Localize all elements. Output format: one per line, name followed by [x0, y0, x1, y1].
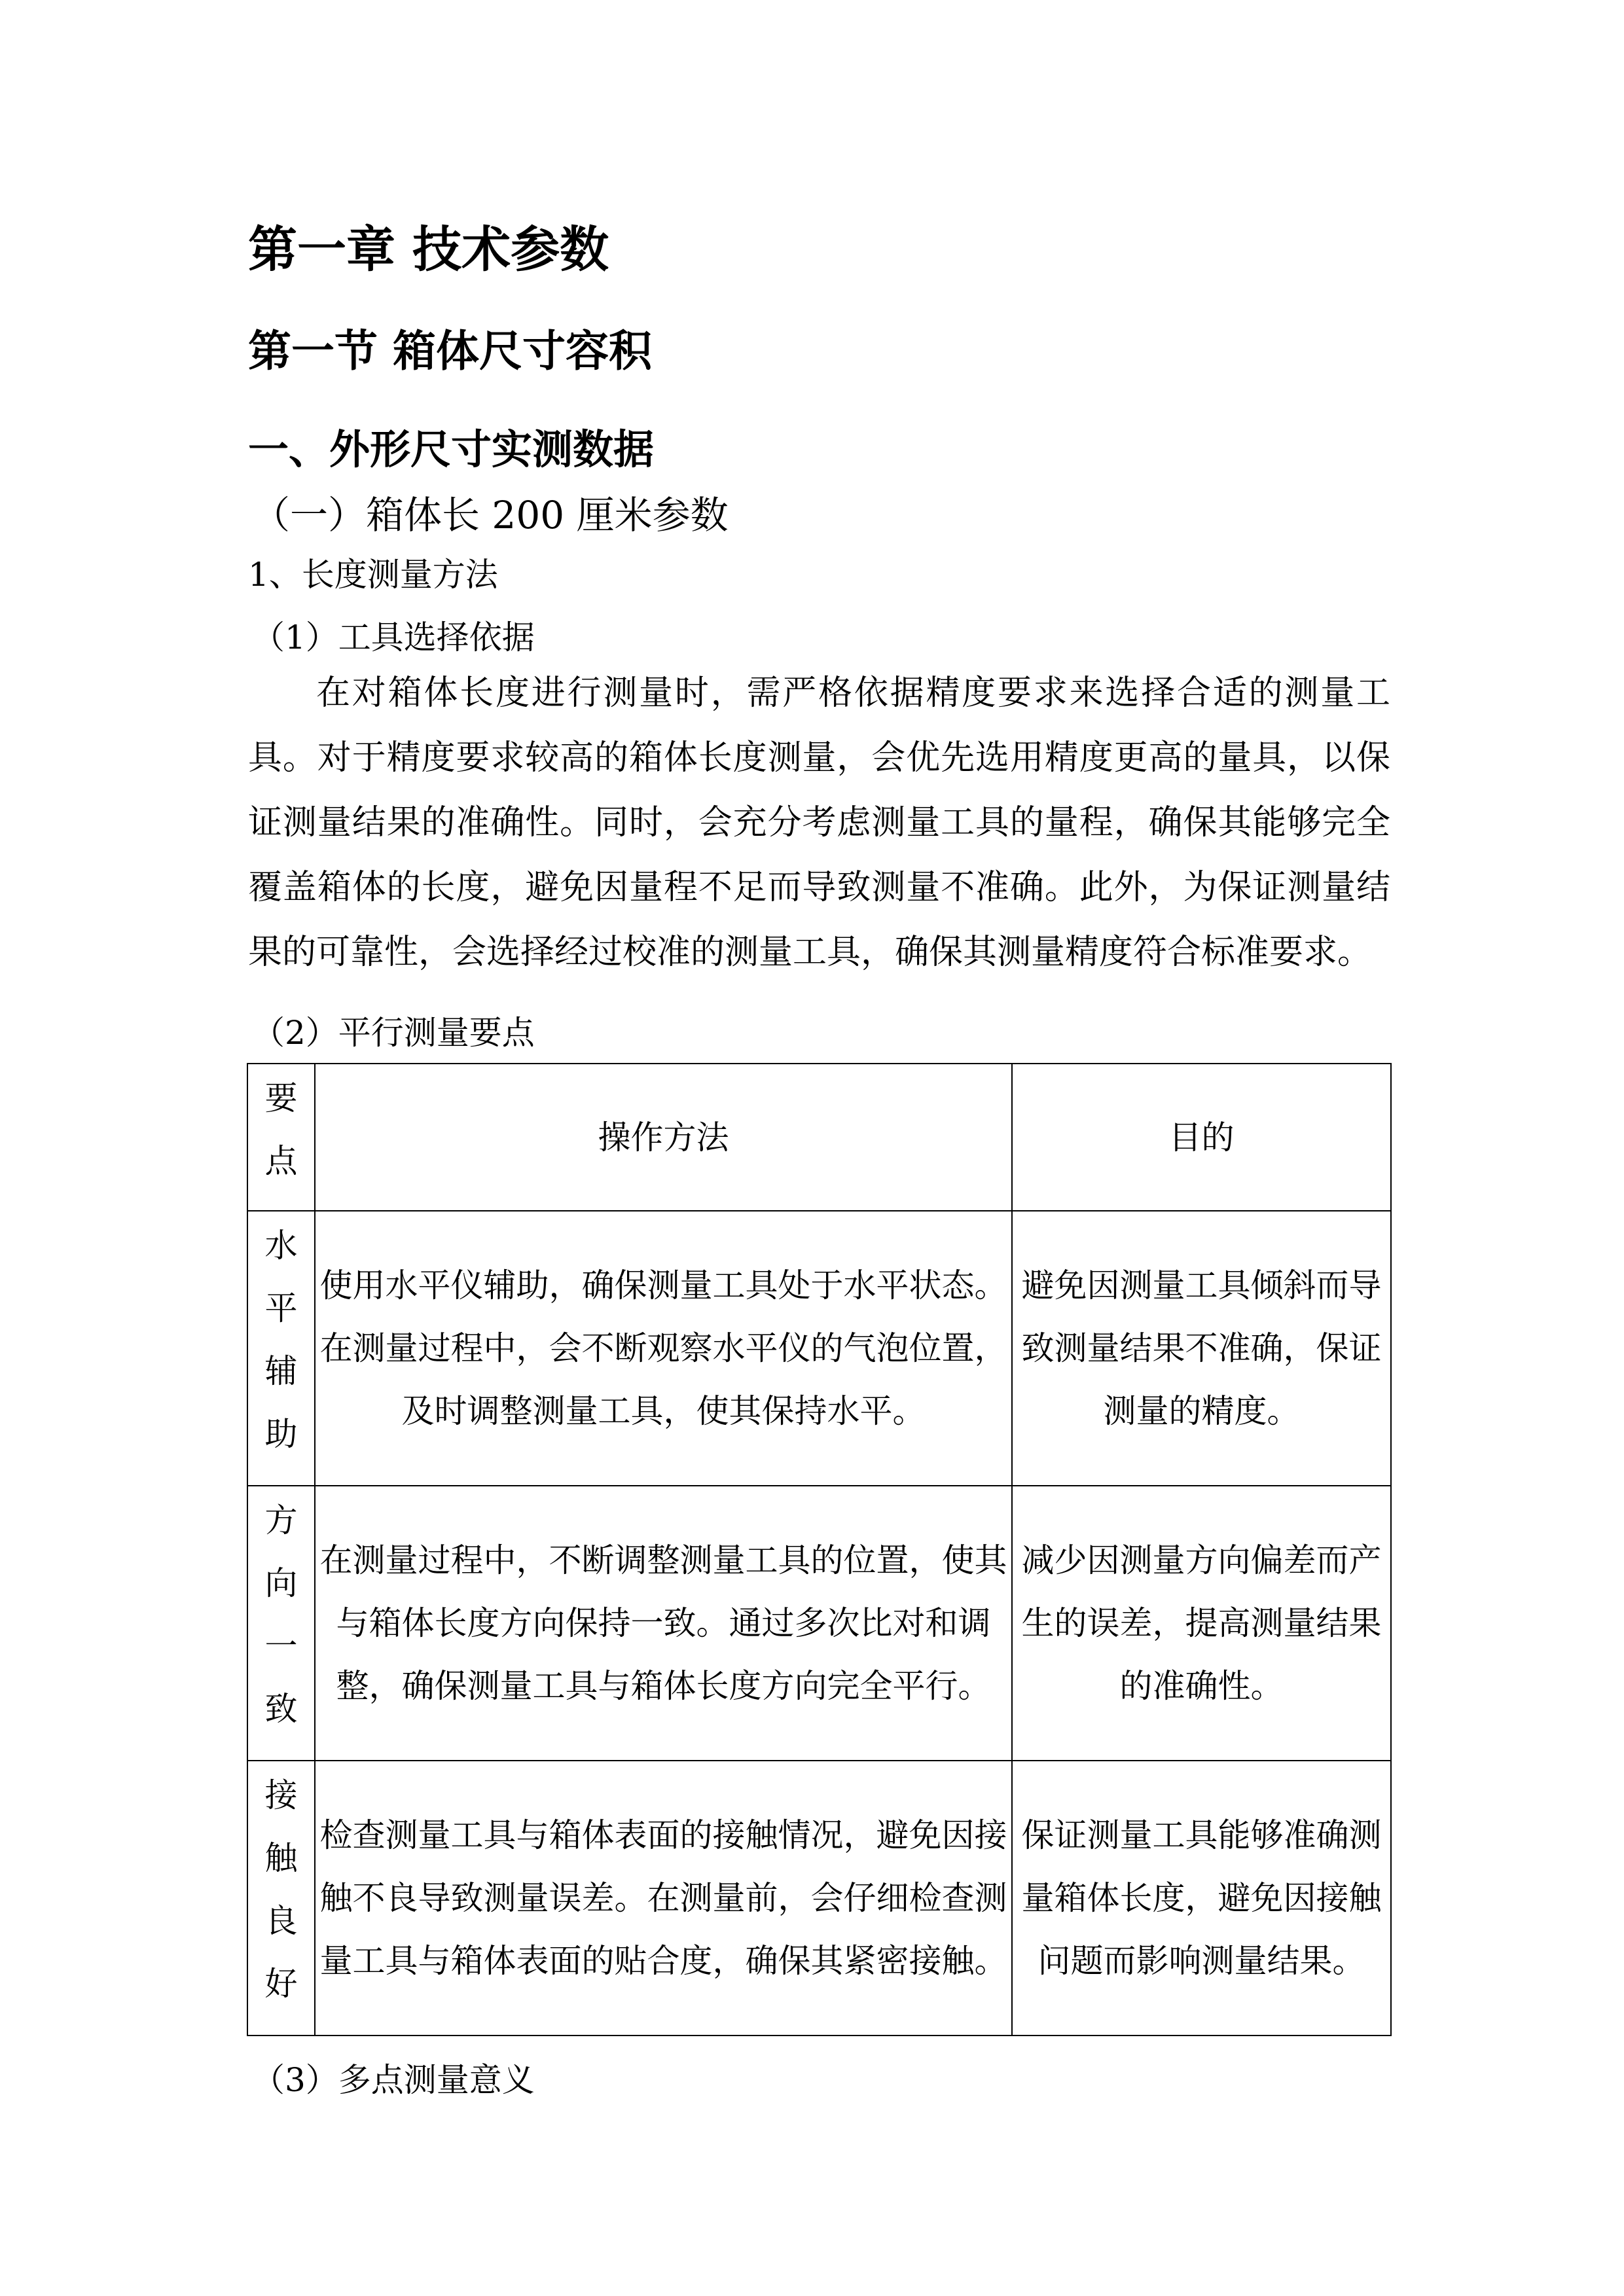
- key-char: 良: [264, 1902, 298, 1940]
- measurement-points-table: [247, 1063, 1392, 2036]
- row-purpose: 避免因测量工具倾斜而导致测量结果不准确，保证测量的精度。: [1012, 1211, 1391, 1486]
- key-char: 一: [264, 1627, 298, 1665]
- key-char: 水: [264, 1227, 298, 1265]
- point3-title: （3）多点测量意义: [252, 2061, 535, 2099]
- subsection-title: 一、外形尺寸实测数据: [248, 425, 655, 473]
- row-method: 使用水平仪辅助，确保测量工具处于水平状态。在测量过程中，会不断观察水平仪的气泡位置，及时调整测量工具，使其保持水平。: [315, 1211, 1012, 1486]
- row-key: [247, 1486, 315, 1761]
- point1-paragraph: 在对箱体长度进行测量时，需严格依据精度要求来选择合适的测量工具。对于精度要求较高的箱体长度测量，会优先选用精度更高的量具，以保证测量结果的准确性。同时，会充分考虑测量工具的量程，确保其能够完全覆盖箱体的长度，避免因量程不足而导致测量不准确。此外，为保证测量结果的可靠性，会选择经过校准的测量工具，确保其测量精度符合标准要求。: [248, 673, 1390, 972]
- key-char: 平: [264, 1289, 298, 1327]
- row-purpose: 保证测量工具能够准确测量箱体长度，避免因接触问题而影响测量结果。: [1012, 1761, 1391, 2036]
- key-char: 接: [264, 1776, 298, 1814]
- section-title: 第一节 箱体尺寸容积: [248, 325, 652, 376]
- header-key-char: 要: [264, 1079, 298, 1117]
- key-char: 助: [264, 1415, 298, 1453]
- header-method: 操作方法: [315, 1064, 1012, 1211]
- point1-title: （1）工具选择依据: [252, 619, 535, 656]
- key-char: 好: [264, 1965, 298, 2003]
- key-char: 触: [264, 1839, 298, 1877]
- row-method: 在测量过程中，不断调整测量工具的位置，使其与箱体长度方向保持一致。通过多次比对和调整，确保测量工具与箱体长度方向完全平行。: [315, 1486, 1012, 1761]
- key-char: 辅: [264, 1352, 298, 1390]
- table-row: [247, 1486, 1391, 1761]
- header-key: [247, 1064, 315, 1211]
- table-header-row: [247, 1064, 1391, 1211]
- table-row: [247, 1211, 1391, 1486]
- table-row: [247, 1761, 1391, 2036]
- key-char: 致: [264, 1690, 298, 1728]
- chapter-title: 第一章 技术参数: [248, 221, 609, 278]
- row-key: [247, 1211, 315, 1486]
- sub-item-title: 1、长度测量方法: [248, 556, 498, 594]
- row-key: [247, 1761, 315, 2036]
- row-method: 检查测量工具与箱体表面的接触情况，避免因接触不良导致测量误差。在测量前，会仔细检查测量工具与箱体表面的贴合度，确保其紧密接触。: [315, 1761, 1012, 2036]
- item-title: （一）箱体长 200 厘米参数: [252, 493, 729, 537]
- header-key-char: 点: [264, 1142, 298, 1180]
- key-char: 方: [264, 1501, 298, 1539]
- key-char: 向: [264, 1564, 298, 1602]
- header-purpose: 目的: [1012, 1064, 1391, 1211]
- point2-title: （2）平行测量要点: [252, 1014, 535, 1052]
- row-purpose: 减少因测量方向偏差而产生的误差，提高测量结果的准确性。: [1012, 1486, 1391, 1761]
